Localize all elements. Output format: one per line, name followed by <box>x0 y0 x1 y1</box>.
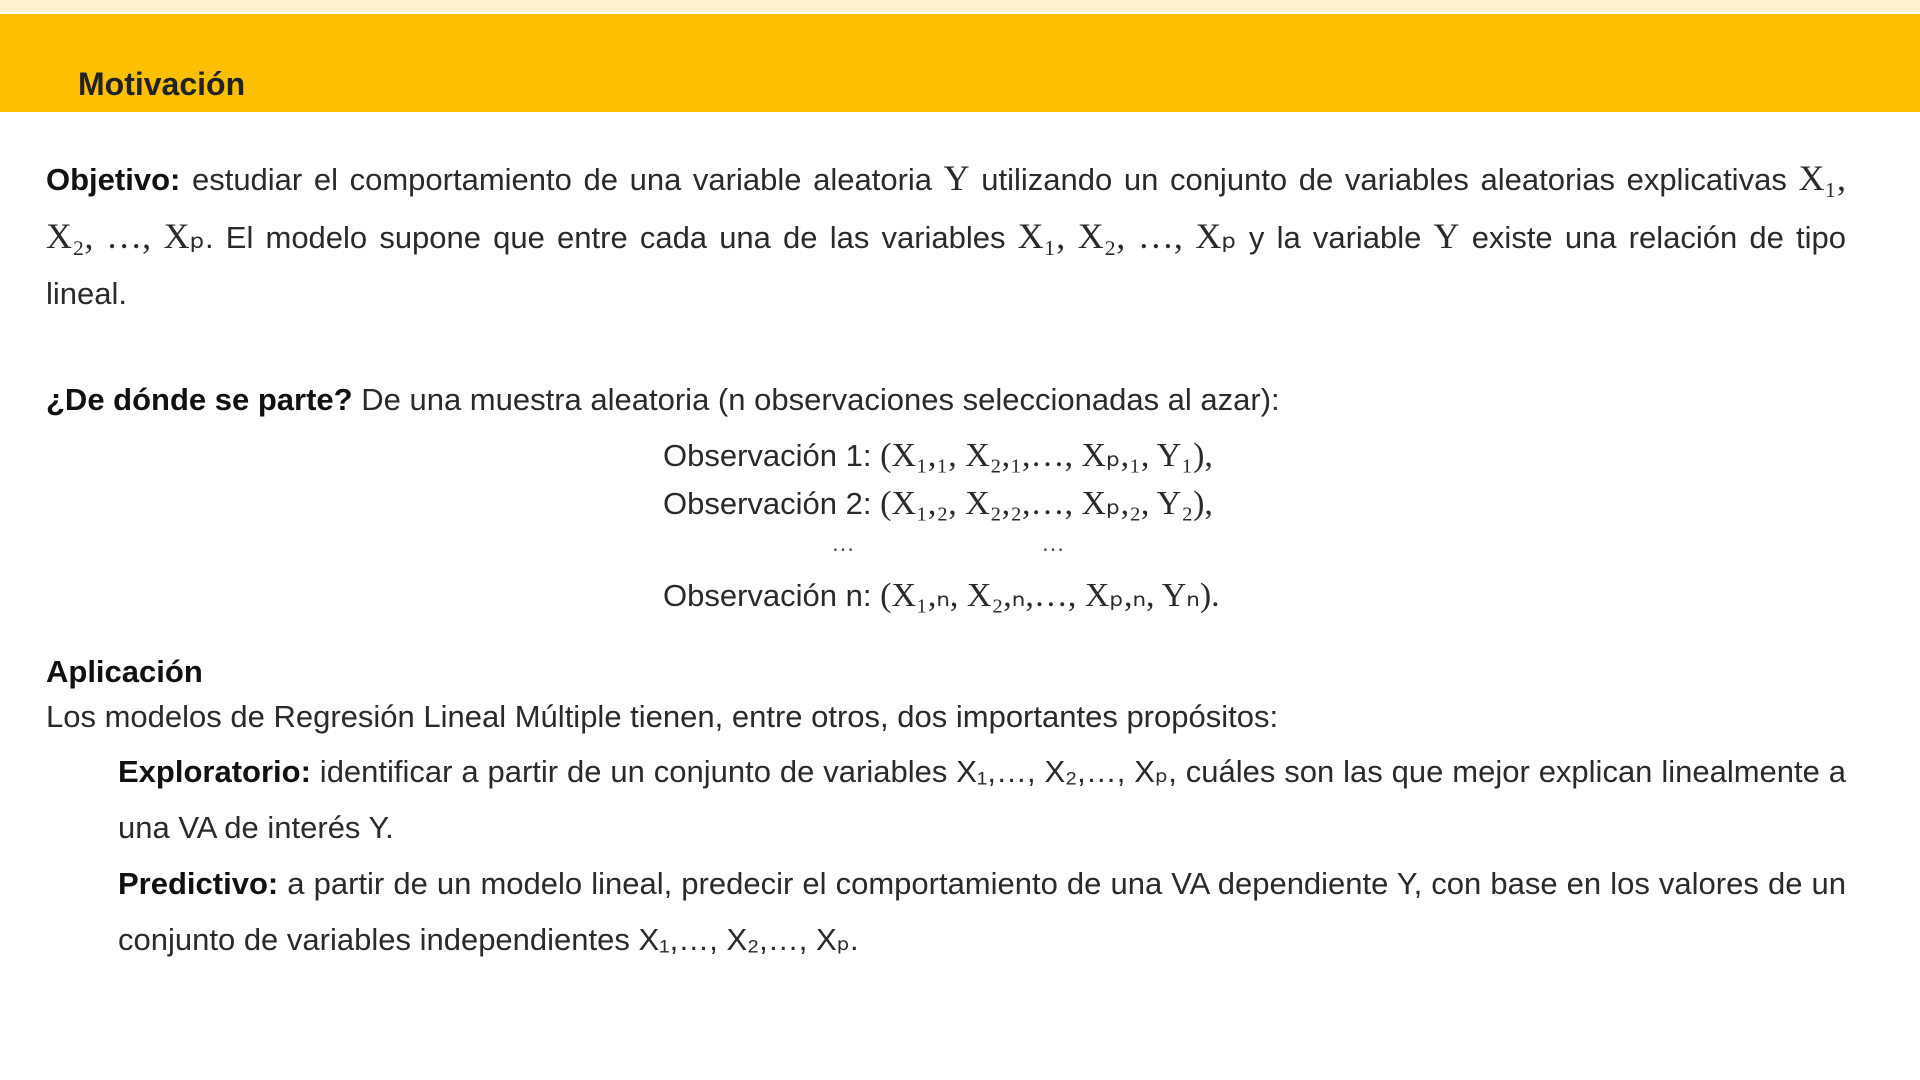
objective-var-y-repeat: Y <box>1433 216 1460 256</box>
application-title: Aplicación <box>46 654 203 689</box>
predictive-item <box>118 856 1846 968</box>
observation-label: Observación n: <box>663 578 872 613</box>
start-label: ¿De dónde se parte? <box>46 382 353 417</box>
objective-paragraph <box>46 150 1846 322</box>
slide-content <box>46 150 1846 968</box>
objective-var-y: Y <box>943 158 970 198</box>
exploratory-text: identificar a partir de un conjunto de variables X₁,…, X₂,…, Xₚ, cuáles son las que mejor explican linealmente a una VA de interés Y. <box>118 754 1846 845</box>
observation-row <box>663 432 1920 480</box>
observation-tuple: (X₁,₂, X₂,₂,…, Xₚ,₂, Y₂), <box>880 485 1213 522</box>
objective-text-c: . El modelo supone que entre cada una de las variables <box>205 220 1018 255</box>
observation-label: Observación 1: <box>663 438 872 473</box>
spacer <box>46 322 1846 372</box>
objective-text-d: y la variable <box>1236 220 1434 255</box>
observation-tuple: (X₁,ₙ, X₂,ₙ,…, Xₚ,ₙ, Yₙ). <box>880 577 1220 614</box>
objective-text-a: estudiar el comportamiento de una variable aleatoria <box>180 162 944 197</box>
observation-label: Observación 2: <box>663 486 872 521</box>
observation-ellipsis-row <box>663 528 1920 572</box>
ellipsis-label: … <box>831 530 855 557</box>
application-intro: Los modelos de Regresión Lineal Múltiple tienen, entre otros, dos importantes propósitos: <box>46 699 1279 734</box>
predictive-label: Predictivo: <box>118 866 279 901</box>
objective-vars-x-repeat: X₁, X₂, …, Xₚ <box>1017 216 1237 256</box>
objective-label: Objetivo: <box>46 162 181 197</box>
objective-text-b: utilizando un conjunto de variables aleatorias explicativas <box>969 162 1799 197</box>
exploratory-item <box>118 744 1846 856</box>
start-paragraph <box>46 372 1846 428</box>
objective-vars-x: X₁, X₂, …, Xₚ <box>46 158 1846 256</box>
observation-tuple: (X₁,₁, X₂,₁,…, Xₚ,₁, Y₁), <box>880 437 1213 474</box>
start-text: De una muestra aleatoria (n observaciones seleccionadas al azar): <box>352 382 1280 417</box>
title-banner <box>0 14 1920 112</box>
objective-text-e: existe una relación de tipo lineal. <box>46 220 1846 311</box>
observation-row <box>663 480 1920 528</box>
predictive-text: a partir de un modelo lineal, predecir el comportamiento de una VA dependiente Y, con base en los valores de un conjunto de variables independientes X₁,…, X₂,…, Xₚ. <box>118 866 1846 957</box>
observations-list <box>663 432 1920 620</box>
exploratory-label: Exploratorio: <box>118 754 311 789</box>
ellipsis-tuple: … <box>1041 530 1065 557</box>
top-accent-line <box>0 0 1920 12</box>
page-title: Motivación <box>78 66 246 102</box>
observation-row <box>663 572 1920 620</box>
